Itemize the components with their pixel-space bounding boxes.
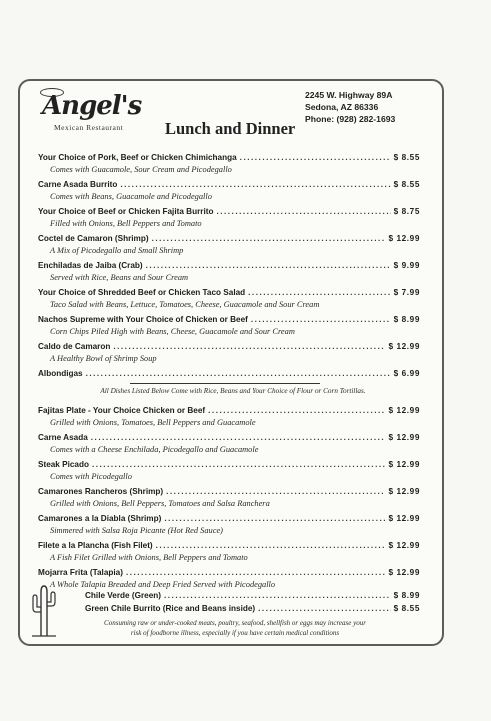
- item-name: Your Choice of Pork, Beef or Chicken Chimichanga: [38, 153, 237, 162]
- menu-title: Lunch and Dinner: [165, 119, 296, 138]
- item-name: Fajitas Plate - Your Choice Chicken or Beef: [38, 406, 206, 415]
- item-name: Nachos Supreme with Your Choice of Chicken or Beef: [38, 315, 248, 324]
- item-price: $ 9.99: [393, 261, 420, 270]
- menu-item: [38, 487, 420, 509]
- item-price: $ 6.99: [393, 369, 420, 378]
- item-description: Taco Salad with Beans, Lettuce, Tomatoes, Cheese, Guacamole and Sour Cream: [50, 300, 320, 309]
- leader-dots: [152, 234, 386, 243]
- item-name: Albondigas: [38, 369, 83, 378]
- leader-dots: [146, 261, 391, 270]
- item-price: $ 12.99: [388, 541, 420, 550]
- item-price: $ 12.99: [388, 460, 420, 469]
- item-name: Camarones a la Diabla (Shrimp): [38, 514, 162, 523]
- item-description: A Fish Filet Grilled with Onions, Bell Peppers and Tomato: [50, 553, 248, 562]
- section-divider: [130, 383, 320, 384]
- menu-card: [18, 79, 444, 646]
- menu-items-section-1: [38, 153, 420, 380]
- item-name: Camarones Rancheros (Shrimp): [38, 487, 164, 496]
- item-description: Comes with Picodegallo: [50, 472, 132, 481]
- item-name: Your Choice of Shredded Beef or Chicken Taco Salad: [38, 288, 246, 297]
- menu-item: [38, 342, 420, 364]
- menu-item: [38, 433, 420, 455]
- item-description: Served with Rice, Beans and Sour Cream: [50, 273, 189, 282]
- extra-item: [85, 604, 420, 617]
- item-price: $ 8.99: [393, 591, 420, 600]
- menu-item: [38, 460, 420, 482]
- leader-dots: [258, 604, 390, 613]
- item-price: $ 12.99: [388, 342, 420, 351]
- menu-item: [38, 207, 420, 229]
- item-description: Comes with Beans, Guacamole and Picodegallo: [50, 192, 212, 201]
- leader-dots: [251, 315, 391, 324]
- item-description: A Healthy Bowl of Shrimp Soup: [50, 354, 157, 363]
- address-line-2: Sedona, AZ 86336: [305, 102, 379, 112]
- leader-dots: [248, 288, 390, 297]
- item-price: $ 8.75: [393, 207, 420, 216]
- food-safety-warning: [60, 619, 410, 638]
- menu-item: [38, 541, 420, 563]
- menu-item: [38, 180, 420, 202]
- leader-dots: [164, 514, 385, 523]
- leader-dots: [86, 369, 391, 378]
- restaurant-tagline: Mexican Restaurant: [54, 123, 124, 132]
- item-name: Carne Asada Burrito: [38, 180, 118, 189]
- cactus-icon: [30, 578, 58, 638]
- item-price: $ 12.99: [388, 514, 420, 523]
- leader-dots: [91, 433, 386, 442]
- item-price: $ 12.99: [388, 487, 420, 496]
- address-line-1: 2245 W. Highway 89A: [305, 90, 393, 100]
- item-price: $ 12.99: [388, 406, 420, 415]
- item-price: $ 12.99: [388, 433, 420, 442]
- menu-item: [38, 234, 420, 256]
- item-description: Comes with a Cheese Enchilada, Picodegallo and Guacamole: [50, 445, 259, 454]
- leader-dots: [216, 207, 390, 216]
- item-name: Your Choice of Beef or Chicken Fajita Burrito: [38, 207, 214, 216]
- menu-item: [38, 261, 420, 283]
- item-description: A Whole Talapia Breaded and Deep Fried Served with Picodegallo: [50, 580, 276, 589]
- item-description: A Mix of Picodegallo and Small Shrimp: [50, 246, 184, 255]
- menu-item: [38, 315, 420, 337]
- item-name: Caldo de Camaron: [38, 342, 111, 351]
- item-name: Coctel de Camaron (Shrimp): [38, 234, 149, 243]
- item-price: $ 12.99: [388, 568, 420, 577]
- item-description: Filled with Onions, Bell Peppers and Tomato: [50, 219, 202, 228]
- item-description: Corn Chips Piled High with Beans, Cheese, Guacamole and Sour Cream: [50, 327, 295, 336]
- leader-dots: [120, 180, 390, 189]
- phone-number: Phone: (928) 282-1693: [305, 114, 396, 124]
- section-note: All Dishes Listed Below Come with Rice, Beans and Your Choice of Flour or Corn Tortillas.: [100, 387, 366, 395]
- restaurant-name: Angel's: [42, 91, 142, 121]
- item-name: Green Chile Burrito (Rice and Beans inside): [85, 604, 256, 613]
- item-description: Grilled with Onions, Tomatoes, Bell Peppers and Guacamole: [50, 418, 256, 427]
- menu-item: [38, 568, 420, 590]
- item-price: $ 8.99: [393, 315, 420, 324]
- menu-item: [38, 288, 420, 310]
- item-price: $ 8.55: [393, 180, 420, 189]
- warning-line-1: Consuming raw or under-cooked meats, poultry, seafood, shellfish or eggs may increase your: [104, 619, 366, 627]
- item-name: Chile Verde (Green): [85, 591, 161, 600]
- item-price: $ 8.55: [393, 153, 420, 162]
- item-description: Simmered with Salsa Roja Picante (Hot Red Sauce): [50, 526, 223, 535]
- menu-item: [38, 514, 420, 536]
- leader-dots: [113, 342, 385, 351]
- menu-item: [38, 153, 420, 175]
- item-name: Enchiladas de Jaiba (Crab): [38, 261, 143, 270]
- warning-line-2: risk of foodborne illness, especially if you have certain medical conditions: [130, 628, 340, 637]
- menu-items-section-2: [38, 406, 420, 590]
- leader-dots: [208, 406, 385, 415]
- extras-section: [65, 591, 420, 617]
- menu-item: [38, 369, 420, 380]
- item-description: Grilled with Onions, Bell Peppers, Tomatoes and Salsa Ranchera: [50, 499, 270, 508]
- extra-item: [85, 591, 420, 604]
- item-name: Filete a la Plancha (Fish Filet): [38, 541, 153, 550]
- leader-dots: [126, 568, 386, 577]
- item-description: Comes with Guacamole, Sour Cream and Picodegallo: [50, 165, 232, 174]
- item-name: Carne Asada: [38, 433, 88, 442]
- leader-dots: [156, 541, 386, 550]
- item-name: Mojarra Frita (Talapia): [38, 568, 123, 577]
- leader-dots: [92, 460, 386, 469]
- address-block: [305, 89, 395, 125]
- item-price: $ 7.99: [393, 288, 420, 297]
- item-price: $ 8.55: [393, 604, 420, 613]
- item-name: Steak Picado: [38, 460, 89, 469]
- item-price: $ 12.99: [388, 234, 420, 243]
- leader-dots: [166, 487, 385, 496]
- restaurant-logo: [38, 91, 160, 135]
- leader-dots: [240, 153, 391, 162]
- menu-item: [38, 406, 420, 428]
- leader-dots: [164, 591, 391, 600]
